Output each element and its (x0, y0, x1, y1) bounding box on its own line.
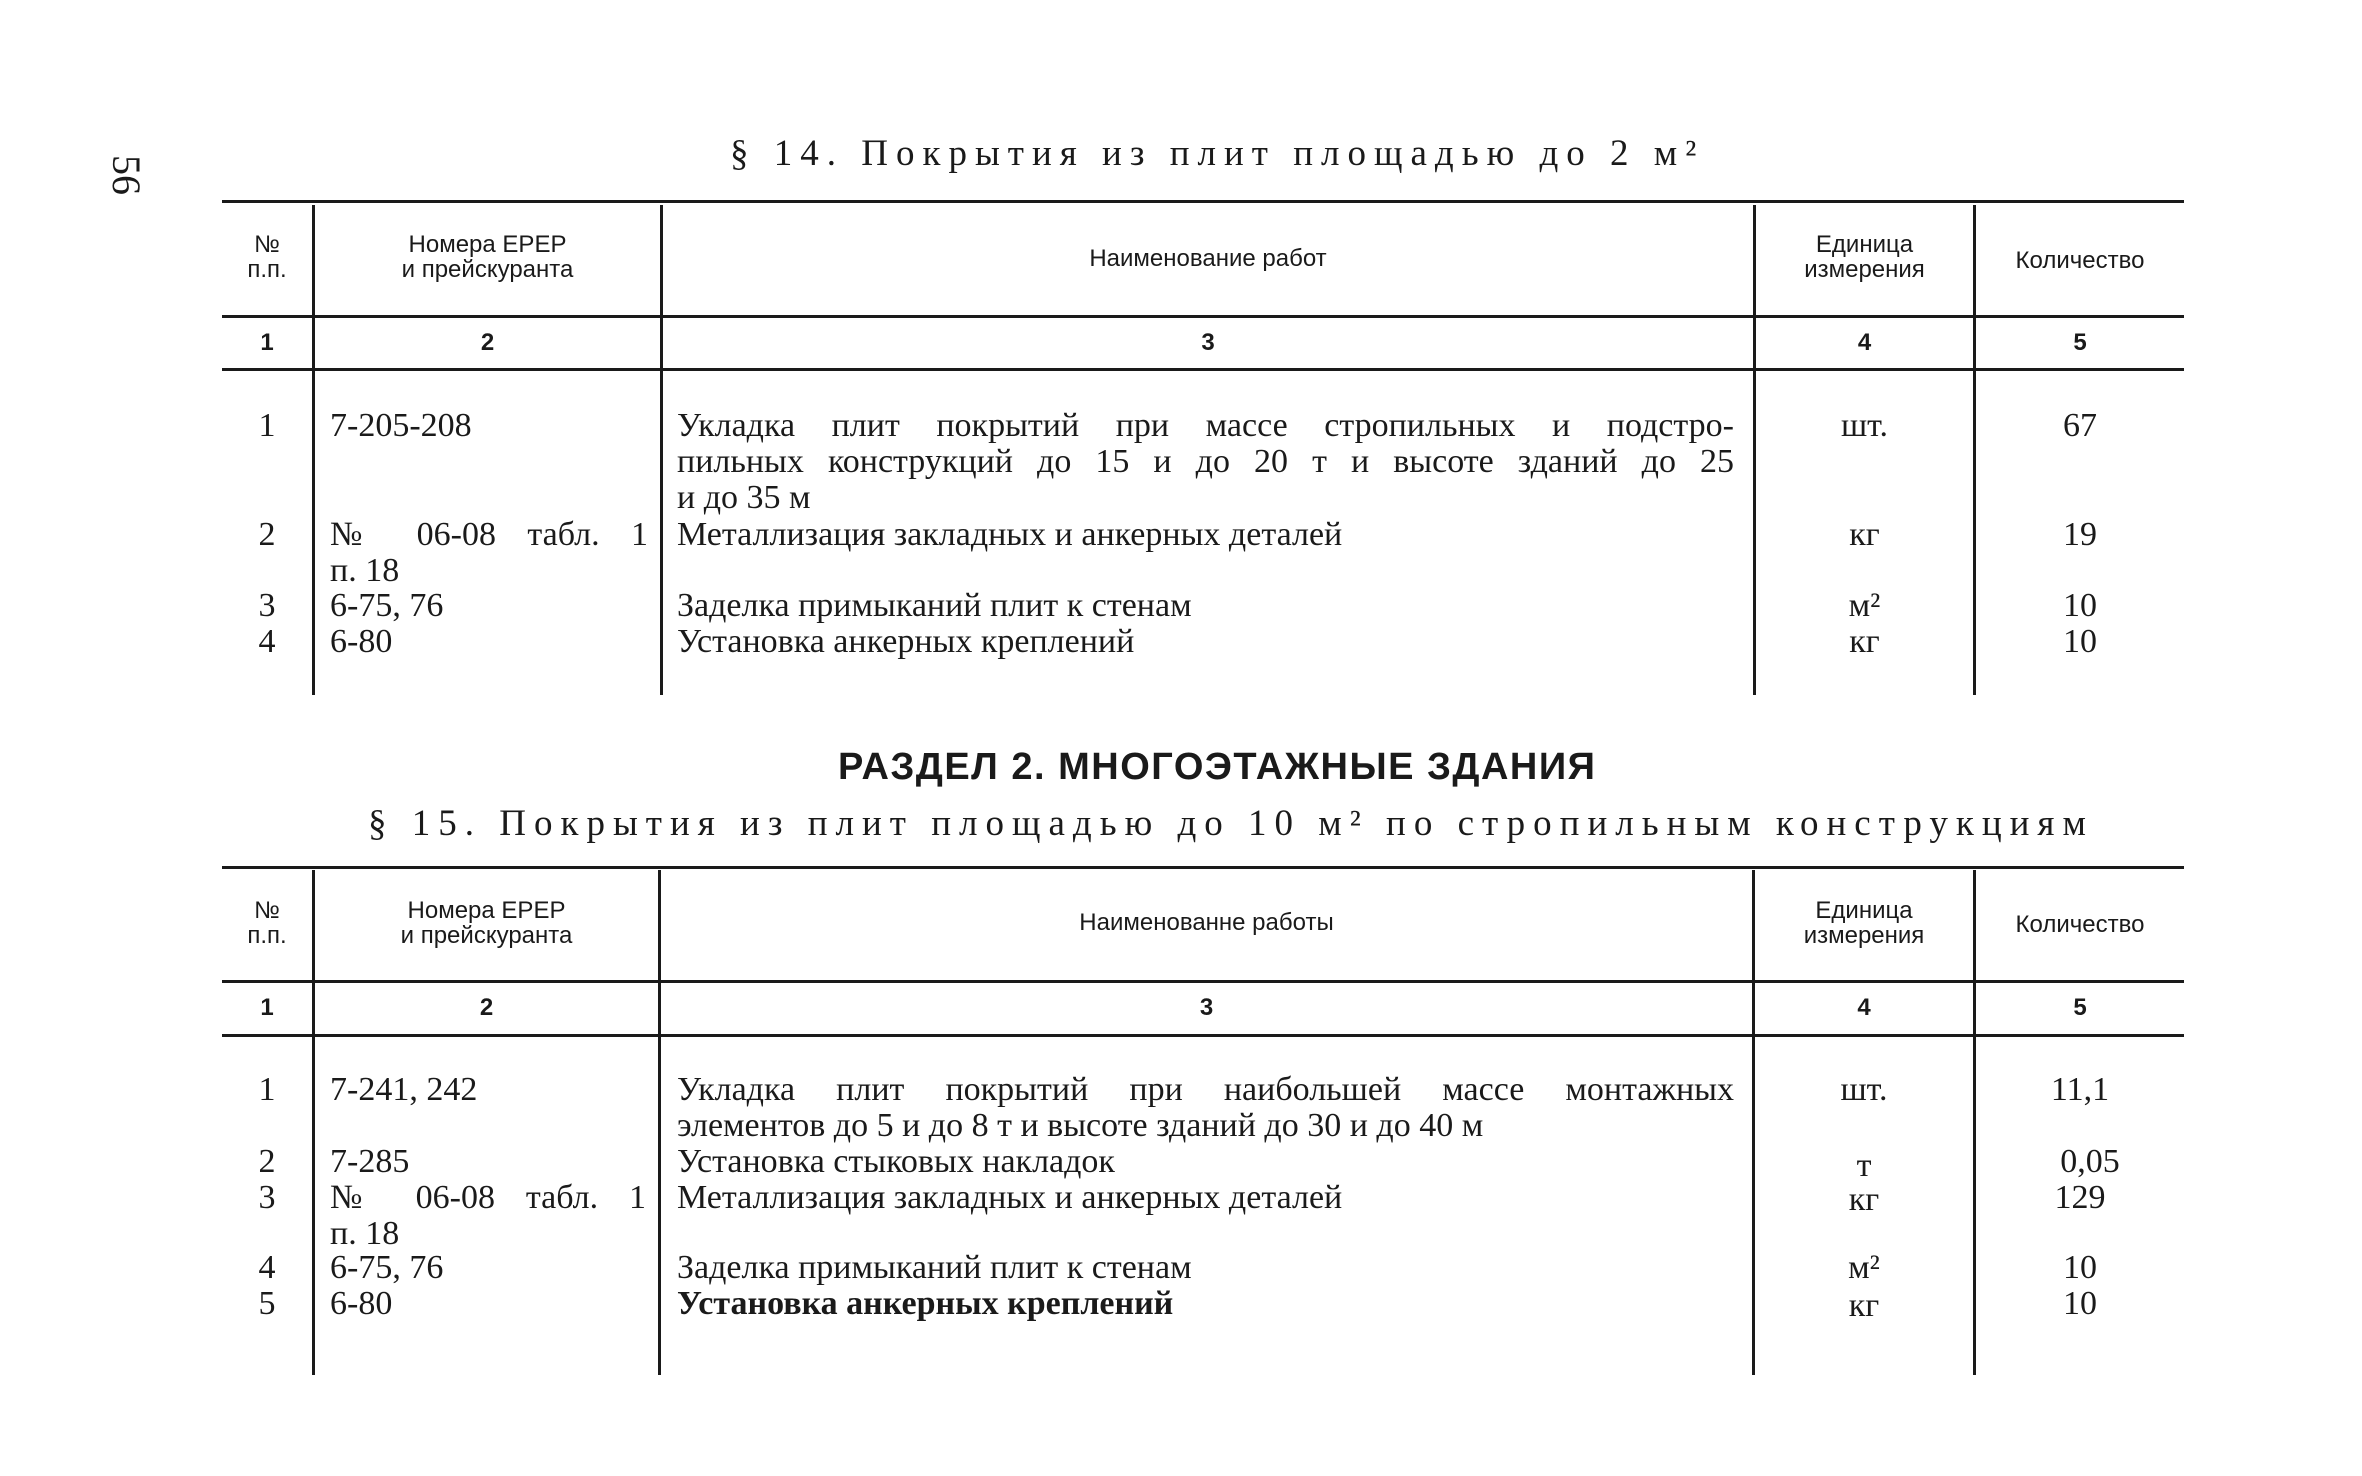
header-name: Наименование работ (1089, 245, 1327, 272)
row-name: Заделка примыканий плит к стенам (677, 1249, 1192, 1286)
header-code: Номера ЕРЕР и прейскуранта (400, 897, 573, 949)
row-qty: 10 (2063, 1285, 2097, 1322)
header-bottom-rule (222, 315, 2184, 318)
row-code: 6-75, 76 (330, 1249, 444, 1286)
row-number: 1 (258, 1071, 276, 1108)
row-qty: 0,05 (2060, 1143, 2120, 1180)
header-name: Наименованне работы (1079, 909, 1334, 936)
row-unit: м² (1848, 587, 1881, 624)
row-qty: 19 (2063, 516, 2097, 553)
row-name: Установка стыковых накладок (677, 1143, 1115, 1180)
column-divider (658, 870, 661, 1375)
row-unit: т (1856, 1147, 1872, 1184)
header-unit: Единица измерения (1803, 897, 1925, 949)
header-qty: Количество (2015, 911, 2145, 938)
row-number: 2 (258, 516, 276, 553)
row-name: Установка анкерных креплений (677, 1285, 1174, 1322)
row-code: 6-80 (330, 1285, 393, 1322)
row-name: Заделка примыканий плит к стенам (677, 587, 1192, 624)
row-qty: 67 (2063, 407, 2097, 444)
row-qty: 129 (2054, 1179, 2106, 1216)
row-name: Укладка плит покрытий при наибольшей массе монтажных элементов до 5 и до 8 т и высоте зданий до 30 и до 40 м (677, 1071, 1734, 1144)
row-unit: м² (1848, 1249, 1880, 1286)
part-2-title: РАЗДЕЛ 2. МНОГОЭТАЖНЫЕ ЗДАНИЯ (838, 746, 1597, 788)
col-number: 1 (260, 329, 274, 356)
column-divider (660, 205, 663, 695)
row-number: 2 (258, 1143, 276, 1180)
row-number: 3 (258, 1179, 276, 1216)
col-number: 4 (1857, 329, 1872, 356)
col-numbers-bottom-rule (222, 368, 2184, 371)
header-num: № п.п. (247, 897, 287, 949)
row-code: 7-241, 242 (330, 1071, 478, 1108)
row-code: № 06-08 табл. 1 п. 18 (330, 516, 648, 589)
col-number: 3 (1199, 994, 1214, 1021)
row-unit: кг (1849, 516, 1880, 553)
row-qty: 10 (2063, 1249, 2097, 1286)
row-qty: 10 (2063, 623, 2097, 660)
row-code: 6-75, 76 (330, 587, 444, 624)
col-number: 2 (480, 329, 495, 356)
row-unit: шт. (1841, 407, 1888, 444)
row-name: Металлизация закладных и анкерных деталей (677, 1179, 1343, 1216)
row-code: 7-205-208 (330, 407, 472, 444)
row-code: 7-285 (330, 1143, 410, 1180)
header-qty: Количество (2015, 247, 2145, 274)
row-name: Металлизация закладных и анкерных деталей (677, 516, 1343, 553)
section-14-title: § 14. Покрытия из плит площадью до 2 м² (730, 133, 1705, 174)
row-unit: кг (1848, 1181, 1880, 1218)
header-unit: Единица измерения (1804, 231, 1925, 283)
row-number: 3 (258, 587, 276, 624)
row-number: 5 (258, 1285, 276, 1322)
section-15-title: § 15. Покрытия из плит площадью до 10 м² по стропильным конструкциям (368, 803, 2094, 844)
row-name: Укладка плит покрытий при массе стропильных и подстро- пильных конструкций до 15 и до 20 т и высоте зданий до 25 и до 35 м (677, 407, 1734, 516)
col-number: 5 (2073, 329, 2087, 356)
row-number: 4 (258, 623, 276, 660)
row-number: 1 (258, 407, 276, 444)
col-number: 2 (479, 994, 494, 1021)
header-num: № п.п. (247, 231, 287, 283)
col-numbers-bottom-rule (222, 1034, 2184, 1037)
col-number: 4 (1857, 994, 1871, 1021)
row-qty: 11,1 (2050, 1071, 2110, 1108)
col-number: 1 (260, 994, 274, 1021)
page-number: 56 (104, 155, 149, 195)
row-unit: кг (1848, 1287, 1880, 1324)
table-top-rule (222, 200, 2184, 203)
row-name: Установка анкерных креплений (677, 623, 1135, 660)
header-bottom-rule (222, 980, 2184, 983)
row-unit: кг (1849, 623, 1880, 660)
col-number: 3 (1201, 329, 1215, 356)
row-code: 6-80 (330, 623, 393, 660)
row-code: № 06-08 табл. 1 п. 18 (330, 1179, 646, 1252)
row-unit: шт. (1840, 1071, 1888, 1108)
header-code: Номера ЕРЕР и прейскуранта (401, 231, 574, 283)
row-number: 4 (258, 1249, 276, 1286)
col-number: 5 (2073, 994, 2087, 1021)
row-qty: 10 (2063, 587, 2097, 624)
table-top-rule (222, 866, 2184, 869)
